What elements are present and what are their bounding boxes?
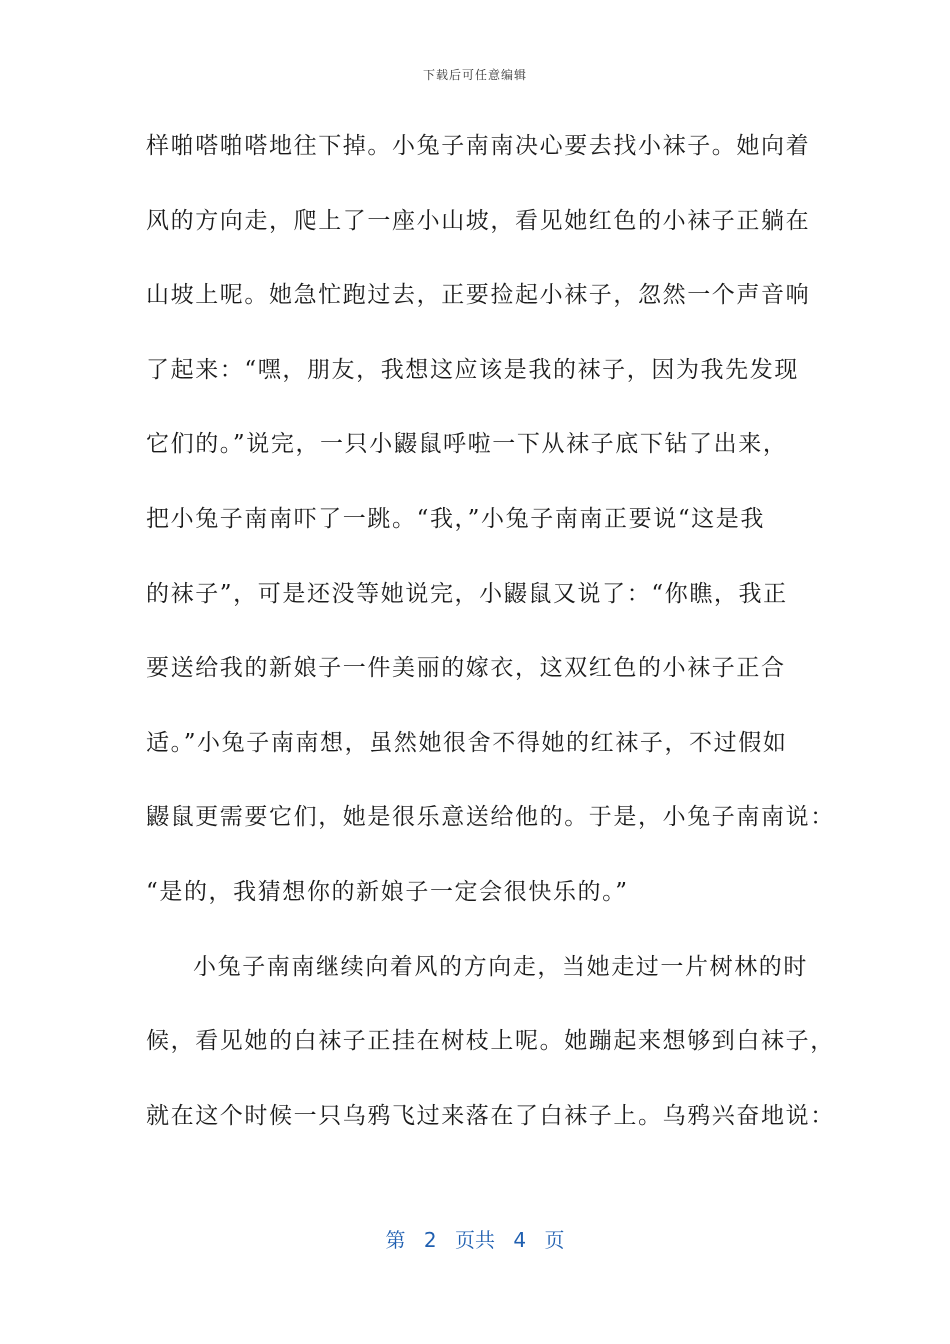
text-line: 山坡上呢。她急忙跑过去，正要捡起小袜子，忽然一个声音响 <box>146 282 811 309</box>
footer-prefix: 第 <box>385 1228 406 1252</box>
text-line: 鼹鼠更需要它们，她是很乐意送给他的。于是，小兔子南南说： <box>146 804 835 831</box>
text-line: 了起来：“嘿，朋友，我想这应该是我的袜子，因为我先发现 <box>146 356 799 383</box>
text-line: “是的，我猜想你的新娘子一定会很快乐的。” <box>146 878 629 905</box>
text-line: 样啪嗒啪嗒地往下掉。小兔子南南决心要去找小袜子。她向着 <box>146 133 811 159</box>
text-line: 适。”小兔子南南想，虽然她很舍不得她的红袜子，不过假如 <box>146 729 788 756</box>
text-line: 就在这个时候一只乌鸦飞过来落在了白袜子上。乌鸦兴奋地说： <box>146 1102 835 1129</box>
footer-page-number: 2 <box>423 1228 437 1252</box>
text-line: 它们的。”说完，一只小鼹鼠呼啦一下从袜子底下钻了出来， <box>146 431 788 458</box>
text-line-indented: 小兔子南南继续向着风的方向走，当她走过一片树林的时 <box>193 953 808 980</box>
body-text <box>146 118 835 1162</box>
text-line: 把小兔子南南吓了一跳。“我，”小兔子南南正要说“这是我 <box>146 505 765 532</box>
text-line: 要送给我的新娘子一件美丽的嫁衣，这双红色的小袜子正合 <box>146 655 786 682</box>
text-line: 的袜子”，可是还没等她说完，小鼹鼠又说了：“你瞧，我正 <box>146 580 788 607</box>
text-line: 风的方向走，爬上了一座小山坡，看见她红色的小袜子正躺在 <box>146 207 811 234</box>
text-line: 候，看见她的白袜子正挂在树枝上呢。她蹦起来想够到白袜子， <box>146 1028 835 1055</box>
page-header: 下载后可任意编辑 <box>422 68 527 82</box>
footer-middle: 页共 <box>455 1228 495 1252</box>
page-footer <box>0 1224 950 1253</box>
footer-total-pages: 4 <box>513 1228 527 1252</box>
footer-suffix: 页 <box>544 1228 565 1252</box>
